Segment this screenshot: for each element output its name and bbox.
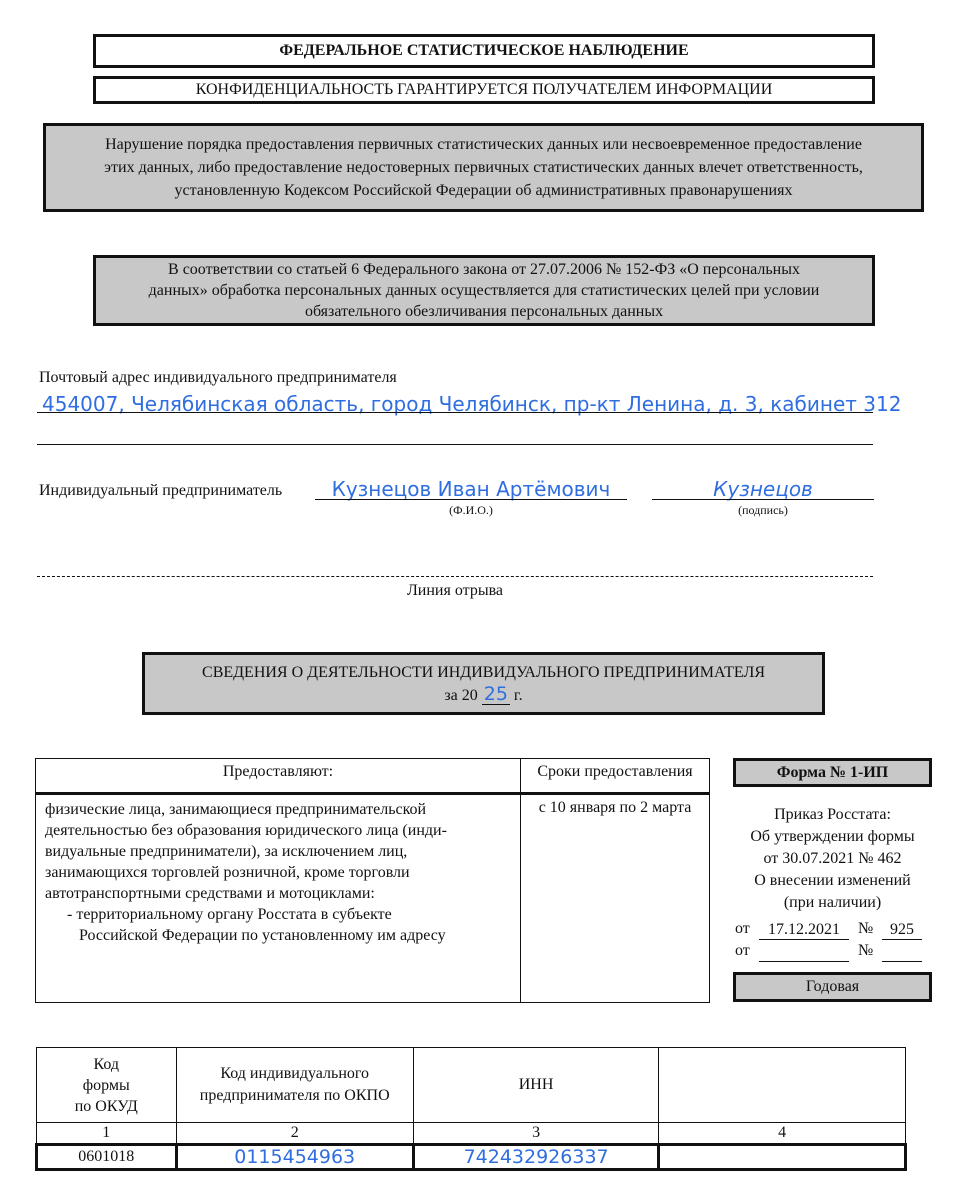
submitters-line: занимающихся торговлей розничной, кроме торговли (45, 864, 410, 881)
deadline-header: Сроки предоставления (521, 759, 709, 795)
okpo-value[interactable]: 0115454963 (176, 1145, 413, 1170)
col-number: 1 (37, 1123, 177, 1145)
periodicity-box (733, 972, 932, 1002)
submitters-line: автотранспортными средствами и мотоциклами: (45, 885, 375, 902)
column-divider (520, 795, 521, 1002)
okpo-header-line: предпринимателя по ОКПО (199, 1087, 390, 1104)
personal-data-box (93, 255, 875, 326)
report-year-row (444, 684, 522, 707)
col-number: 3 (413, 1123, 658, 1145)
order-line: О внесении изменений (754, 872, 911, 889)
codes-header-row (37, 1048, 906, 1123)
tear-dashed-line (37, 576, 873, 577)
num-label-1: № (858, 920, 874, 937)
okpo-header (176, 1048, 413, 1123)
okud-header-line: формы (82, 1076, 130, 1094)
entrepreneur-name[interactable]: Кузнецов Иван Артёмович (331, 477, 611, 501)
change-number-1[interactable]: 925 (882, 920, 922, 940)
form-title-box (93, 34, 875, 68)
bullet-line (45, 904, 447, 925)
order-line: от 30.07.2021 № 462 (763, 850, 902, 867)
name-caption: (Ф.И.О.) (449, 503, 493, 517)
bullet-text: территориальному органу Росстата в субъекте (76, 906, 392, 923)
change-number-2[interactable] (882, 942, 922, 962)
form-title: ФЕДЕРАЛЬНОЕ СТАТИСТИЧЕСКОЕ НАБЛЮДЕНИЕ (279, 42, 689, 59)
submitters-line: деятельностью без образования юридического лица (инди- (45, 822, 447, 839)
personal-data-line: данных» обработка персональных данных осуществляется для статистических целей при условии (148, 282, 820, 299)
year-suffix: г. (513, 686, 523, 704)
warning-line: установленную Кодексом Российской Федерации об административных правонарушениях (174, 182, 793, 199)
form-number-box (733, 758, 932, 787)
warning-line: этих данных, либо предоставление недостоверных первичных статистических данных влечет ответственность, (104, 159, 863, 176)
personal-data-line: обязательного обезличивания персональных данных (304, 303, 664, 320)
bullet-dash: - (67, 906, 73, 923)
order-line: Об утверждении формы (750, 828, 915, 845)
signature[interactable]: Кузнецов (713, 477, 813, 501)
name-underline (315, 499, 627, 500)
year-value[interactable]: 25 (483, 682, 508, 705)
col-number: 2 (176, 1123, 413, 1145)
from-label-1: от (735, 920, 750, 937)
submitters-text (45, 799, 447, 946)
empty-header (659, 1048, 906, 1123)
change-date-2[interactable] (759, 942, 849, 962)
submitters-line: физические лица, занимающиеся предпринимательской (45, 801, 427, 818)
deadline-text: с 10 января по 2 марта (538, 799, 692, 816)
inn-header: ИНН (413, 1048, 658, 1123)
address-underline-1 (37, 412, 873, 413)
okud-header-line: по ОКУД (74, 1097, 138, 1115)
address-underline-2 (37, 444, 873, 445)
codes-value-row (37, 1145, 906, 1170)
okud-value: 0601018 (37, 1145, 177, 1170)
order-text (725, 804, 940, 914)
periodicity: Годовая (805, 978, 860, 995)
num-label-2: № (858, 942, 874, 959)
year-prefix: за 20 (444, 686, 478, 704)
from-label-2: от (735, 942, 750, 959)
form-number: Форма № 1-ИП (776, 763, 889, 781)
order-line: (при наличии) (783, 894, 882, 911)
report-title: СВЕДЕНИЯ О ДЕЯТЕЛЬНОСТИ ИНДИВИДУАЛЬНОГО ПРЕДПРИНИМАТЕЛЯ (202, 663, 765, 681)
empty-value[interactable] (659, 1145, 906, 1170)
address-label: Почтовый адрес индивидуального предпринимателя (39, 369, 397, 386)
signature-caption: (подпись) (738, 503, 788, 517)
bullet-line: Российской Федерации по установленному им адресу (79, 927, 446, 944)
confidentiality-box (93, 76, 875, 104)
entrepreneur-label: Индивидуальный предприниматель (39, 482, 283, 499)
order-line: Приказ Росстата: (774, 806, 891, 823)
signature-underline (652, 499, 874, 500)
warning-line: Нарушение порядка предоставления первичных статистических данных или несвоевременное предоставление (105, 136, 862, 153)
report-title-box (142, 652, 825, 715)
warning-box (43, 123, 924, 212)
submitters-header: Предоставляют: (36, 759, 521, 795)
change-date-1[interactable]: 17.12.2021 (759, 920, 849, 940)
submitters-line: видуальные предприниматели), за исключением лиц, (45, 843, 408, 860)
address-value[interactable]: 454007, Челябинская область, город Челябинск, пр-кт Ленина, д. 3, кабинет 312 (42, 392, 902, 416)
column-number-row (37, 1123, 906, 1145)
codes-table (35, 1047, 907, 1171)
personal-data-line: В соответствии со статьей 6 Федерального закона от 27.07.2006 № 152-ФЗ «О персональных (168, 261, 800, 278)
inn-value[interactable]: 742432926337 (413, 1145, 658, 1170)
okpo-header-line: Код индивидуального (220, 1065, 370, 1082)
submitters-table (35, 758, 710, 1003)
col-number: 4 (659, 1123, 906, 1145)
okud-header (37, 1048, 177, 1123)
confidentiality-text: КОНФИДЕНЦИАЛЬНОСТЬ ГАРАНТИРУЕТСЯ ПОЛУЧАТЕЛЕМ ИНФОРМАЦИИ (195, 81, 773, 98)
tear-line-label: Линия отрыва (406, 582, 504, 599)
okud-header-line: Код (93, 1055, 120, 1073)
